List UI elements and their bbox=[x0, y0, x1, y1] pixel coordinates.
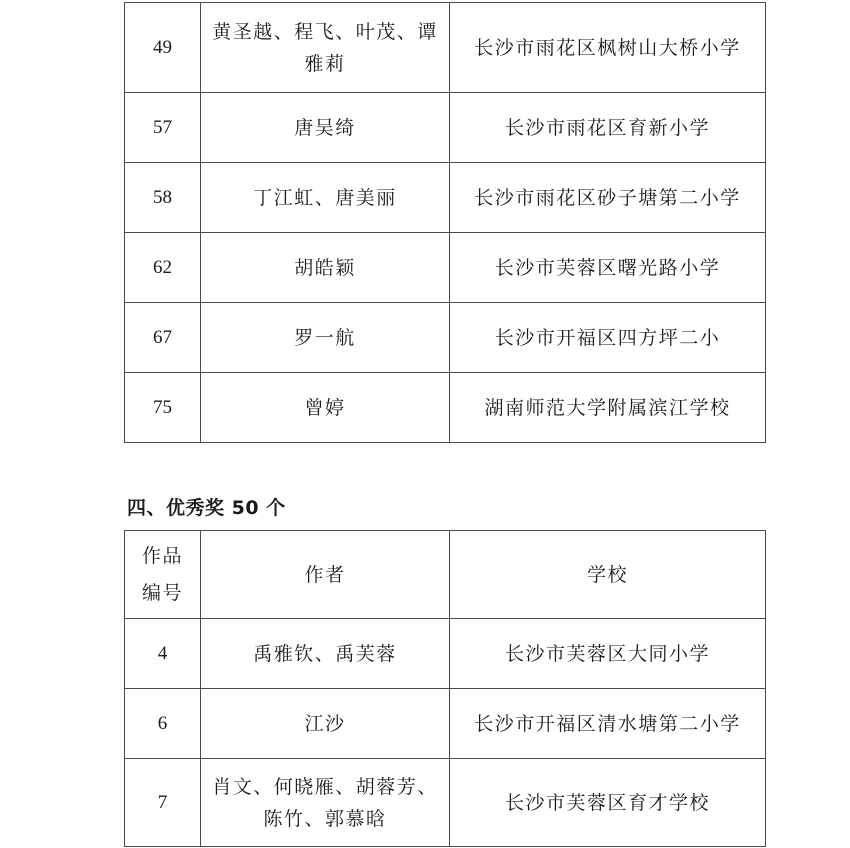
header-school: 学校 bbox=[450, 531, 766, 619]
entry-authors bbox=[201, 3, 450, 93]
entry-authors bbox=[201, 759, 450, 847]
table-row bbox=[125, 619, 766, 689]
entry-school: 长沙市雨花区育新小学 bbox=[450, 93, 766, 163]
table-row bbox=[125, 163, 766, 233]
header-entry-number bbox=[125, 531, 201, 619]
entry-number: 7 bbox=[125, 759, 201, 847]
entry-number: 58 bbox=[125, 163, 201, 233]
entry-school: 长沙市开福区清水塘第二小学 bbox=[450, 689, 766, 759]
entry-authors: 江沙 bbox=[201, 689, 450, 759]
table-row bbox=[125, 689, 766, 759]
table-row bbox=[125, 759, 766, 847]
table-row bbox=[125, 93, 766, 163]
authors-line: 雅莉 bbox=[304, 52, 346, 75]
entry-authors: 曾婷 bbox=[201, 373, 450, 443]
entry-number: 67 bbox=[125, 303, 201, 373]
entry-school: 湖南师范大学附属滨江学校 bbox=[450, 373, 766, 443]
entry-authors: 丁江虹、唐美丽 bbox=[201, 163, 450, 233]
entry-authors: 罗一航 bbox=[201, 303, 450, 373]
entry-number: 4 bbox=[125, 619, 201, 689]
entry-authors: 胡皓颖 bbox=[201, 233, 450, 303]
table-row bbox=[125, 3, 766, 93]
entry-number: 75 bbox=[125, 373, 201, 443]
entry-school: 长沙市雨花区砂子塘第二小学 bbox=[450, 163, 766, 233]
entry-number: 49 bbox=[125, 3, 201, 93]
table-row bbox=[125, 373, 766, 443]
award-table-continued bbox=[124, 2, 766, 443]
entry-number: 62 bbox=[125, 233, 201, 303]
excellence-award-table bbox=[124, 530, 766, 847]
entry-school: 长沙市开福区四方坪二小 bbox=[450, 303, 766, 373]
table-row bbox=[125, 303, 766, 373]
entry-school: 长沙市芙蓉区曙光路小学 bbox=[450, 233, 766, 303]
authors-line: 肖文、何晓雁、胡蓉芳、 bbox=[212, 775, 438, 798]
header-number-line: 作品 bbox=[141, 544, 183, 567]
header-number-line: 编号 bbox=[141, 581, 183, 604]
entry-number: 57 bbox=[125, 93, 201, 163]
section-heading-excellence-award: 四、优秀奖 50 个 bbox=[127, 497, 286, 519]
table-row bbox=[125, 233, 766, 303]
authors-line: 黄圣越、程飞、叶茂、谭 bbox=[212, 20, 438, 43]
authors-line: 陈竹、郭慕晗 bbox=[263, 807, 387, 830]
entry-authors: 唐吴绮 bbox=[201, 93, 450, 163]
entry-school: 长沙市芙蓉区育才学校 bbox=[450, 759, 766, 847]
entry-school: 长沙市雨花区枫树山大桥小学 bbox=[450, 3, 766, 93]
entry-number: 6 bbox=[125, 689, 201, 759]
entry-school: 长沙市芙蓉区大同小学 bbox=[450, 619, 766, 689]
header-authors: 作者 bbox=[201, 531, 450, 619]
table-header-row bbox=[125, 531, 766, 619]
entry-authors: 禹雅钦、禹芙蓉 bbox=[201, 619, 450, 689]
